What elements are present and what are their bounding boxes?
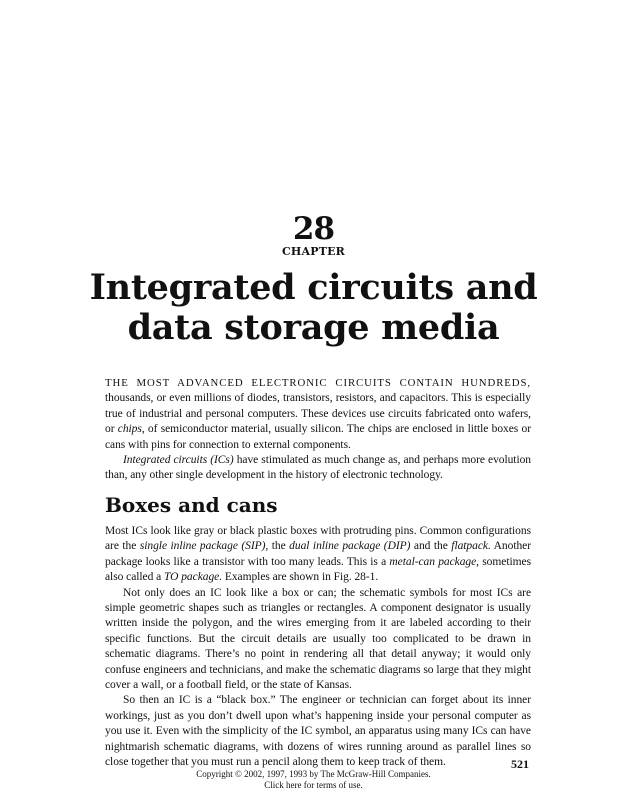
term-sip: single inline package (SIP), — [139, 540, 269, 553]
term-dip: dual inline package (DIP) — [289, 540, 411, 553]
chapter-title-line-1: Integrated circuits and — [89, 267, 538, 308]
term-to-package: TO package. — [164, 571, 223, 584]
chapter-title — [0, 268, 627, 348]
terms-of-use-link[interactable]: Click here for terms of use. — [264, 780, 363, 790]
section-boxes-and-cans — [105, 492, 531, 771]
chapter-title-line-2: data storage media — [127, 307, 500, 348]
term-integrated-circuits: Integrated circuits (ICs) — [123, 454, 234, 467]
section-paragraph-1 — [105, 524, 531, 586]
section-text: and the — [410, 540, 452, 553]
section-text: Another package looks like a transistor with too many leads. This is a — [105, 540, 531, 568]
intro-text: , of semiconductor material, usually silicon. The chips are enclosed in little boxes or cans with pins for connection to external components. — [105, 423, 531, 451]
chapter-label: CHAPTER — [281, 245, 346, 258]
intro-text: have stimulated as much change as, and perhaps more evolution than, any other single development in the history of electronic technology. — [105, 454, 532, 482]
section-text: the — [268, 540, 290, 553]
copyright-notice: Copyright © 2002, 1997, 1993 by The McGraw-Hill Companies. — [196, 769, 431, 779]
section-text: Most ICs look like gray or black plastic boxes with protruding pins. Common configurations are the — [105, 525, 531, 553]
chapter-number: 28 — [292, 211, 335, 247]
section-text: sometimes also called a — [105, 555, 531, 584]
intro-paragraph-1 — [105, 376, 531, 453]
section-paragraph-3: So then an IC is a “black box.” The engineer or technician can forget about its inner workings, just as you don’t dwell upon what’s happening inside your personal computer as you use it. Even with the simplicity of the IC symbol, an apparatus using many ICs can have nightmarish schematic diagrams, with dozens of wires running around as parallel lines so close together that you must run a pencil along them to keep track of them. — [105, 694, 531, 769]
chapter-intro — [105, 376, 531, 484]
intro-lead-caps: THE MOST ADVANCED ELECTRONIC CIRCUITS CONTAIN HUNDREDS, — [105, 377, 531, 389]
term-metal-can: metal-can package, — [389, 555, 479, 568]
term-chips: chips — [117, 423, 142, 436]
section-heading: Boxes and cans — [105, 493, 278, 517]
intro-paragraph-2 — [105, 453, 531, 484]
intro-text: thousands, or even millions of diodes, transistors, resistors, and capacitors. This is especially true of industrial and personal computers. These devices use circuits fabricated onto wafers, or — [105, 392, 531, 436]
page-number: 521 — [511, 757, 529, 771]
section-paragraph-2: Not only does an IC look like a box or can; the schematic symbols for most ICs are simple geometric shapes such as triangles or rectangles. A component designator is usually written inside the polygon, and the wires emerging from it are labeled according to their specific functions. But the circuit details are usually too complicated to be drawn in schematic diagrams. There’s no point in rendering all that detail anyway; it would only confuse engineers and technicians, and make the schematic diagrams so large that they might cover a wall, or a football field, or the state of Kansas. — [105, 586, 531, 692]
page-footer — [0, 769, 627, 791]
term-flatpack: flatpack. — [451, 540, 491, 553]
section-text: Examples are shown in Fig. 28-1. — [222, 571, 379, 584]
